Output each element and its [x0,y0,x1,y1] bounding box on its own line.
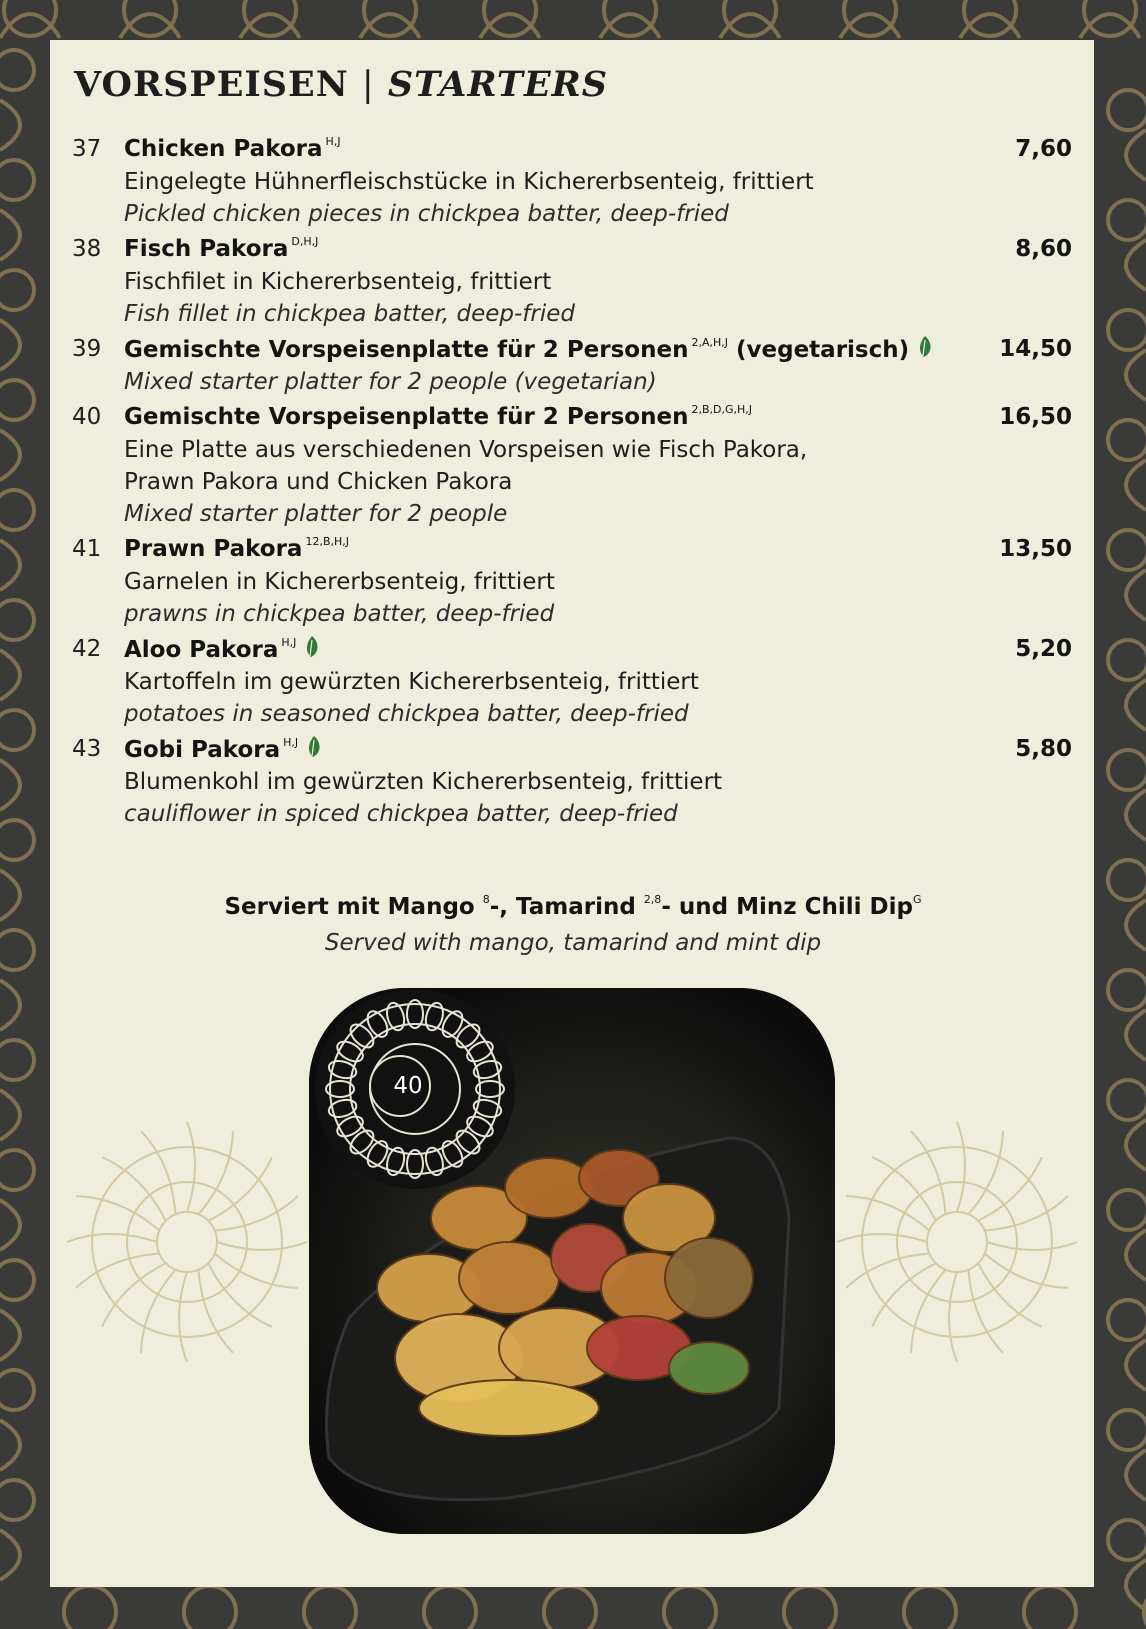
item-allergens: H,J [281,636,297,649]
menu-item-header [72,334,1072,366]
vegetarian-leaf-icon [304,635,320,659]
item-price: 13,50 [999,536,1072,562]
item-price: 7,60 [1015,136,1072,162]
item-name-line [124,235,318,262]
item-number: 39 [72,336,102,362]
title-separator: | [361,65,375,105]
item-description-german: Fischfilet in Kichererbsenteig, frittiert [124,269,552,295]
menu-item-header [72,402,1072,434]
item-name-line [124,735,322,763]
item-name: Gemischte Vorspeisenplatte für 2 Personen [124,337,689,363]
menu-item-header [72,234,1072,266]
menu-list [72,134,1072,834]
item-name-line [124,403,752,430]
item-description-english: Mixed starter platter for 2 people (vegetarian) [124,369,657,395]
item-description-german: Eingelegte Hühnerfleischstücke in Kichererbsenteig, frittiert [124,169,814,195]
item-price: 5,20 [1015,636,1072,662]
item-number: 38 [72,236,102,262]
dip-note-german: Serviert mit Mango $^8$-, Tamarind $^{2,8}$- und Minz Chili Dip$^G$ [224,893,922,920]
item-number: 41 [72,536,102,562]
item-number: 37 [72,136,102,162]
item-description-german: Prawn Pakora und Chicken Pakora [124,469,513,495]
item-allergens: D,H,J [291,235,319,248]
item-suffix: (vegetarisch) [736,337,910,363]
item-description-german: Kartoffeln im gewürzten Kichererbsenteig, frittiert [124,669,699,695]
item-name-line [124,135,341,162]
item-description-english: cauliflower in spiced chickpea batter, deep-fried [124,801,678,827]
menu-item [72,534,1072,630]
item-name: Prawn Pakora [124,536,303,562]
title-english: STARTERS [387,64,609,105]
menu-item-header [72,634,1072,666]
menu-item [72,234,1072,330]
item-number: 43 [72,736,102,762]
item-allergens: 12,B,H,J [305,535,350,548]
menu-item [72,134,1072,230]
mandala-left-ornament [62,1052,312,1432]
item-allergens: 2,A,H,J [691,336,728,349]
item-price: 8,60 [1015,236,1072,262]
item-name: Aloo Pakora [124,637,279,663]
item-name: Fisch Pakora [124,236,289,262]
title-german: VORSPEISEN [74,64,349,105]
item-allergens: H,J [283,736,299,749]
item-number: 40 [72,404,102,430]
dip-note-english: Served with mango, tamarind and mint dip [324,930,822,956]
menu-item-header [72,134,1072,166]
menu-item [72,634,1072,730]
item-allergens: 2,B,D,G,H,J [691,403,753,416]
item-allergens: H,J [325,135,341,148]
menu-item-header [72,734,1072,766]
item-description-german: Eine Platte aus verschiedenen Vorspeisen wie Fisch Pakora, [124,437,808,463]
mandala-right-ornament [832,1052,1082,1432]
item-description-english: Mixed starter platter for 2 people [124,501,508,527]
item-description-english: Pickled chicken pieces in chickpea batter, deep-fried [124,201,729,227]
item-price: 5,80 [1015,736,1072,762]
item-name: Chicken Pakora [124,136,323,162]
item-price: 16,50 [999,404,1072,430]
item-description-german: Blumenkohl im gewürzten Kichererbsenteig, frittiert [124,769,723,795]
menu-item [72,402,1072,530]
item-name-line [124,335,933,363]
item-description-english: potatoes in seasoned chickpea batter, deep-fried [124,701,689,727]
item-description-english: Fish fillet in chickpea batter, deep-fried [124,301,575,327]
menu-item-header [72,534,1072,566]
photo-item-number: 40 [393,1073,423,1099]
page-title [74,64,608,105]
vegetarian-leaf-icon [306,735,322,759]
item-name-line [124,535,349,562]
item-name: Gemischte Vorspeisenplatte für 2 Personen [124,404,689,430]
item-name: Gobi Pakora [124,737,281,763]
menu-item [72,334,1072,398]
vegetarian-leaf-icon [917,335,933,359]
item-description-german: Garnelen in Kichererbsenteig, frittiert [124,569,555,595]
item-description-english: prawns in chickpea batter, deep-fried [124,601,555,627]
menu-item [72,734,1072,830]
item-price: 14,50 [999,336,1072,362]
item-number: 42 [72,636,102,662]
item-name-line [124,635,320,663]
